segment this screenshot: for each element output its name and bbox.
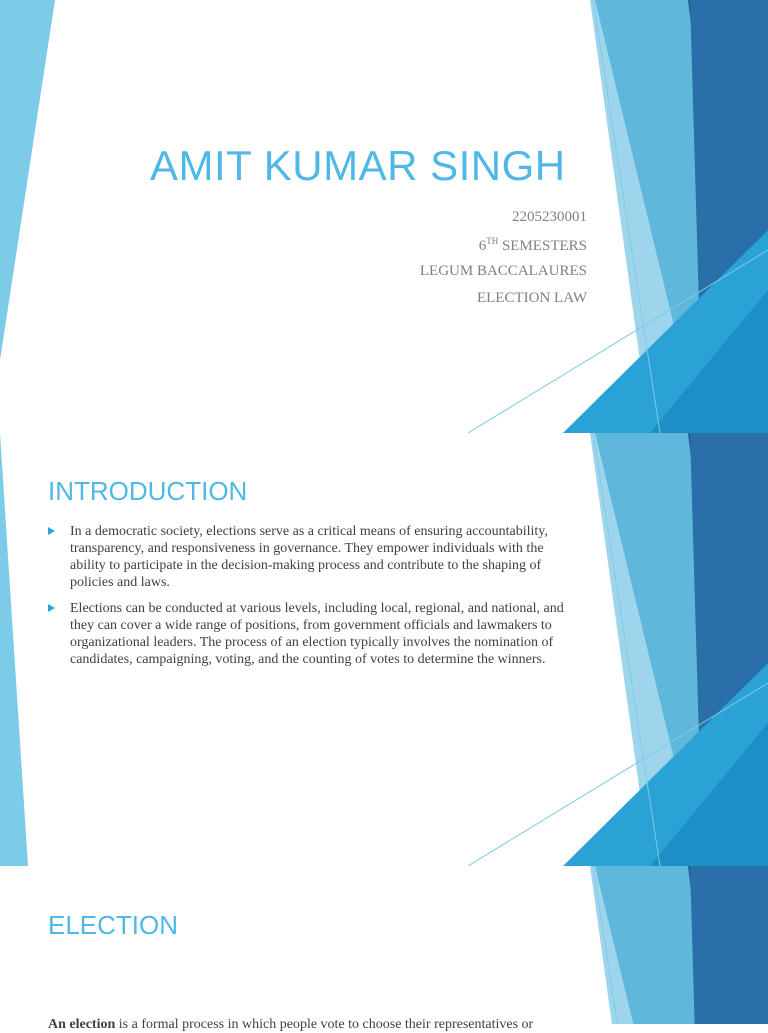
degree-line: LEGUM BACCALAURES	[419, 263, 587, 279]
presenter-name-title: AMIT KUMAR SINGH	[150, 142, 566, 189]
left-sliver	[0, 0, 55, 360]
bullet-arrow-icon	[48, 527, 55, 535]
introduction-heading: INTRODUCTION	[48, 476, 248, 506]
slide-3-election	[0, 866, 768, 1024]
bullet-arrow-icon	[48, 604, 55, 612]
election-partial-text	[48, 1017, 533, 1033]
bullet-item	[48, 600, 578, 668]
election-definition: is a formal process in which people vote to choose their representatives or	[115, 1017, 534, 1032]
slide-3-decoration	[0, 866, 768, 1024]
introduction-bullets	[48, 523, 578, 677]
semester-label: SEMESTERS	[498, 238, 587, 254]
right-blue-shard	[690, 866, 768, 1024]
bullet-item	[48, 523, 578, 591]
semester-line	[479, 236, 587, 255]
election-term: An election	[48, 1017, 116, 1032]
slide-1-title	[0, 0, 768, 433]
semester-number: 6	[478, 238, 487, 254]
bullet-text: In a democratic society, elections serve as a critical means of ensuring accountability, transparency, and responsiveness in governance. They empower individuals with the ability to participate in the decision-making process and contribute to the shaping of policies and laws.	[70, 524, 548, 590]
semester-suffix: TH	[486, 236, 499, 246]
subject-line: ELECTION LAW	[476, 290, 587, 306]
election-heading: ELECTION	[48, 910, 179, 940]
slide-1-decoration	[0, 0, 768, 433]
left-sliver	[0, 433, 28, 866]
roll-number: 2205230001	[512, 209, 587, 225]
bullet-text: Elections can be conducted at various levels, including local, regional, and national, and they can cover a wide range of positions, from government officials and lawmakers to organizational leaders. The process of an election typically involves the nomination of candidates, campaigning, voting, and the counting of votes to determine the winners.	[70, 601, 564, 667]
